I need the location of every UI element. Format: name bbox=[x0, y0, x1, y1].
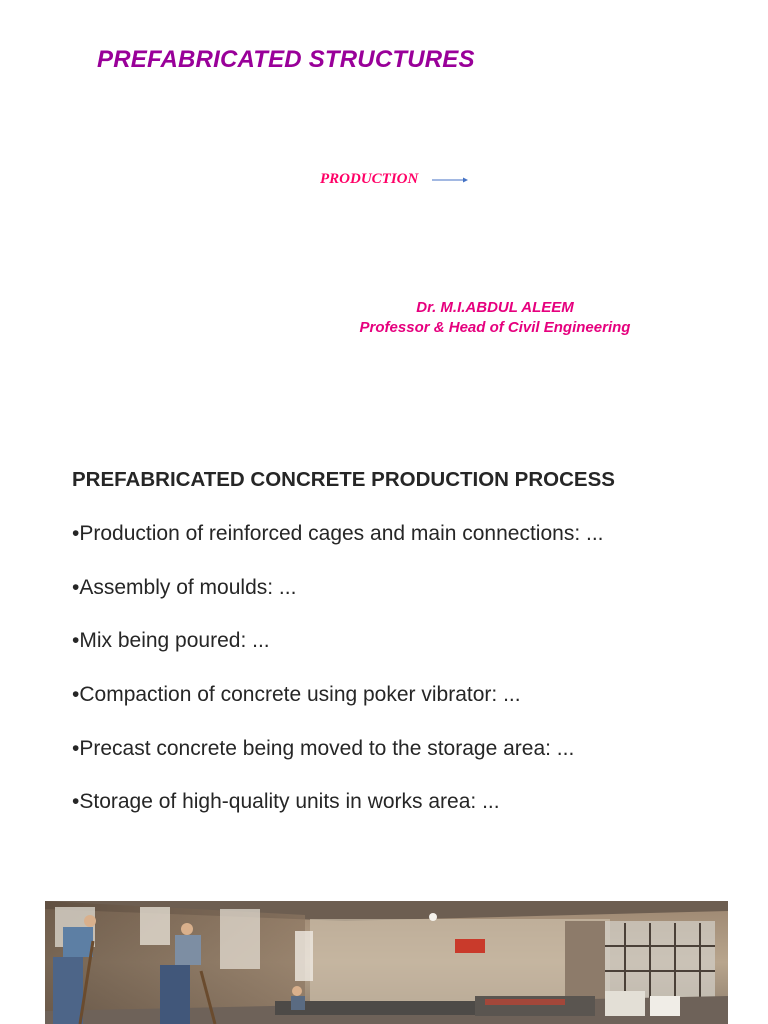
production-label-row bbox=[320, 171, 468, 188]
bullet-item: •Compaction of concrete using poker vibrator: ... bbox=[72, 683, 521, 707]
production-label: PRODUCTION bbox=[320, 171, 419, 187]
bullet-item: •Mix being poured: ... bbox=[72, 629, 270, 653]
page-title: PREFABRICATED STRUCTURES bbox=[97, 46, 475, 73]
author-role: Professor & Head of Civil Engineering bbox=[359, 319, 631, 336]
author-name: Dr. M.I.ABDUL ALEEM bbox=[416, 299, 574, 316]
factory-photo bbox=[45, 901, 728, 1024]
bullet-item: •Production of reinforced cages and main connections: ... bbox=[72, 522, 604, 545]
bullet-item: •Storage of high-quality units in works area: ... bbox=[72, 790, 500, 814]
section-heading: PREFABRICATED CONCRETE PRODUCTION PROCESS bbox=[72, 468, 615, 491]
right-arrow-icon bbox=[432, 175, 468, 185]
bullet-item: •Precast concrete being moved to the storage area: ... bbox=[72, 736, 575, 760]
process-bullet-list bbox=[72, 520, 604, 842]
bullet-item: •Assembly of moulds: ... bbox=[72, 575, 297, 599]
